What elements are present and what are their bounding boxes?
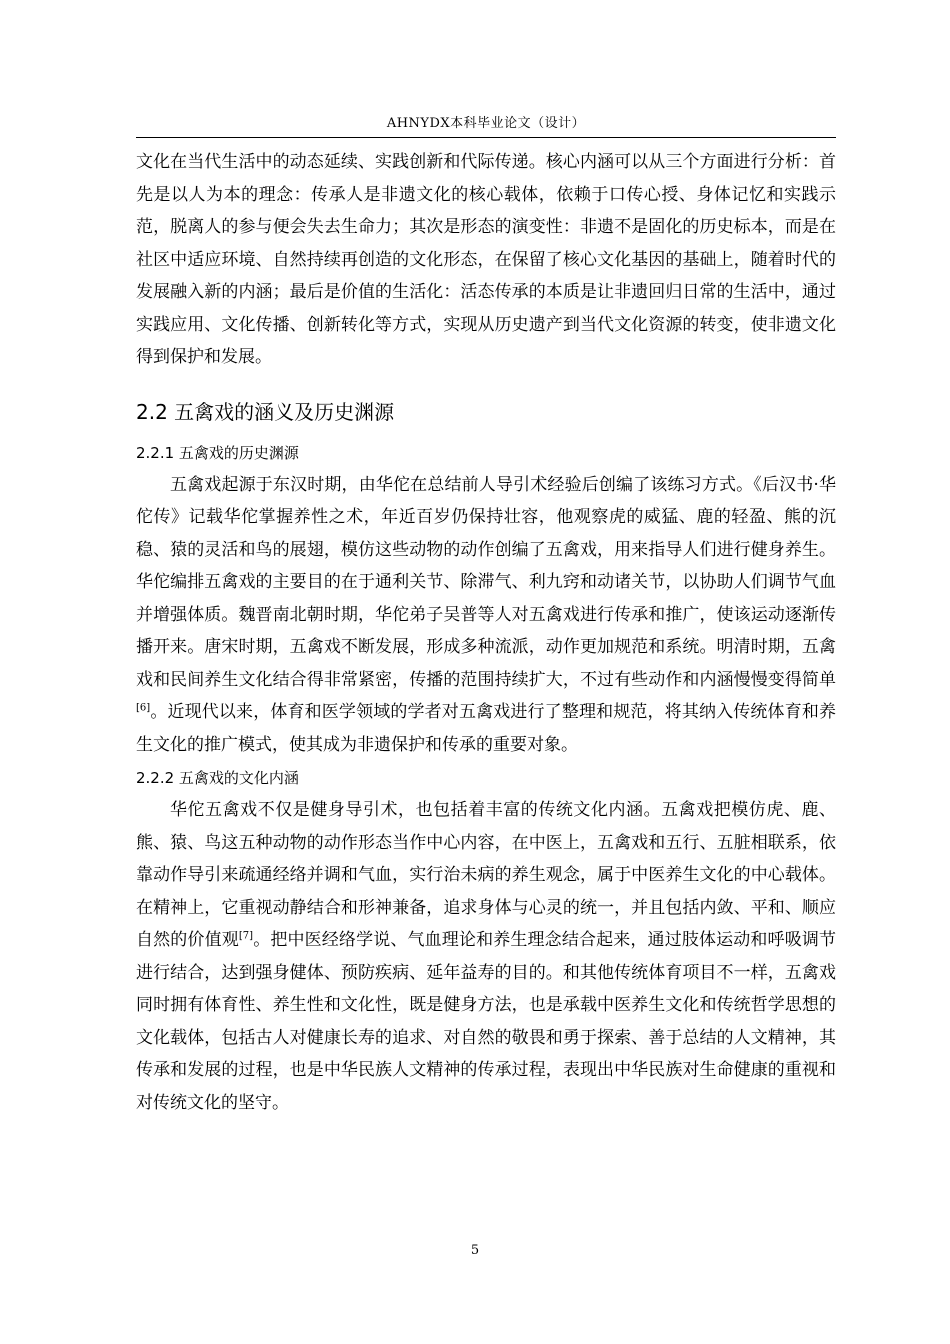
citation-ref-7: [7] <box>238 930 254 942</box>
culture-paragraph <box>136 794 836 1119</box>
header-rule <box>136 137 836 138</box>
culture-paragraph-text-before-ref: 华佗五禽戏不仅是健身导引术，也包括着丰富的传统文化内涵。五禽戏把模仿虎、鹿、熊、猿、鸟这五种动物的动作形态当作中心内容，在中医上，五禽戏和五行、五脏相联系，依靠动作导引来疏通经络并调和气血，实行治未病的养生观念，属于中医养生文化的中心载体。在精神上，它重视动静结合和形神兼备，追求身体与心灵的统一，并且包括内敛、平和、顺应自然的价值观 <box>136 800 836 950</box>
subsection-heading-2-2-1: 2.2.1 五禽戏的历史渊源 <box>136 443 299 462</box>
culture-paragraph-text-after-ref: 。把中医经络学说、气血理论和养生理念结合起来，通过肢体运动和呼吸调节进行结合，达到强身健体、预防疾病、延年益寿的目的。和其他传统体育项目不一样，五禽戏同时拥有体育性、养生性和文化性，既是健身方法，也是承载中医养生文化和传统哲学思想的文化载体，包括古人对健康长寿的追求、对自然的敬畏和勇于探索、善于总结的人文精神，其传承和发展的过程，也是中华民族人文精神的传承过程，表现出中华民族对生命健康的重视和对传统文化的坚守。 <box>136 930 836 1113</box>
history-paragraph <box>136 469 836 762</box>
subsection-heading-2-2-2: 2.2.2 五禽戏的文化内涵 <box>136 769 299 787</box>
citation-ref-6: [6] <box>136 702 151 714</box>
intro-paragraph: 文化在当代生活中的动态延续、实践创新和代际传递。核心内涵可以从三个方面进行分析：首先是以人为本的理念：传承人是非遗文化的核心载体，依赖于口传心授、身体记忆和实践示范，脱离人的参与便会失去生命力；其次是形态的演变性：非遗不是固化的历史标本，而是在社区中适应环境、自然持续再创造的文化形态，在保留了核心文化基因的基础上，随着时代的发展融入新的内涵；最后是价值的生活化：活态传承的本质是让非遗回归日常的生活中，通过实践应用、文化传播、创新转化等方式，实现从历史遗产到当代文化资源的转变，使非遗文化得到保护和发展。 <box>136 152 836 367</box>
page-number: 5 <box>470 1243 480 1258</box>
history-paragraph-text-after-ref: 。近现代以来，体育和医学领域的学者对五禽戏进行了整理和规范，将其纳入传统体育和养生文化的推广模式，使其成为非遗保护和传承的重要对象。 <box>136 702 836 755</box>
running-header: AHNYDX本科毕业论文（设计） <box>386 116 586 131</box>
history-paragraph-text-before-ref: 五禽戏起源于东汉时期，由华佗在总结前人导引术经验后创编了该练习方式。《后汉书·华佗传》记载华佗掌握养性之术，年近百岁仍保持壮容，他观察虎的威猛、鹿的轻盈、熊的沉稳、猿的灵活和鸟的展翅，模仿这些动物的动作创编了五禽戏，用来指导人们进行健身养生。华佗编排五禽戏的主要目的在于通利关节、除滞气、利九窍和动诸关节，以协助人们调节气血并增强体质。魏晋南北朝时期，华佗弟子吴普等人对五禽戏进行传承和推广，使该运动逐渐传播开来。唐宋时期，五禽戏不断发展，形成多种流派，动作更加规范和系统。明清时期，五禽戏和民间养生文化结合得非常紧密，传播的范围持续扩大，不过有些动作和内涵慢慢变得简单 <box>136 474 836 690</box>
page-content <box>136 146 836 1119</box>
section-heading-2-2: 2.2 五禽戏的涵义及历史渊源 <box>136 399 395 424</box>
